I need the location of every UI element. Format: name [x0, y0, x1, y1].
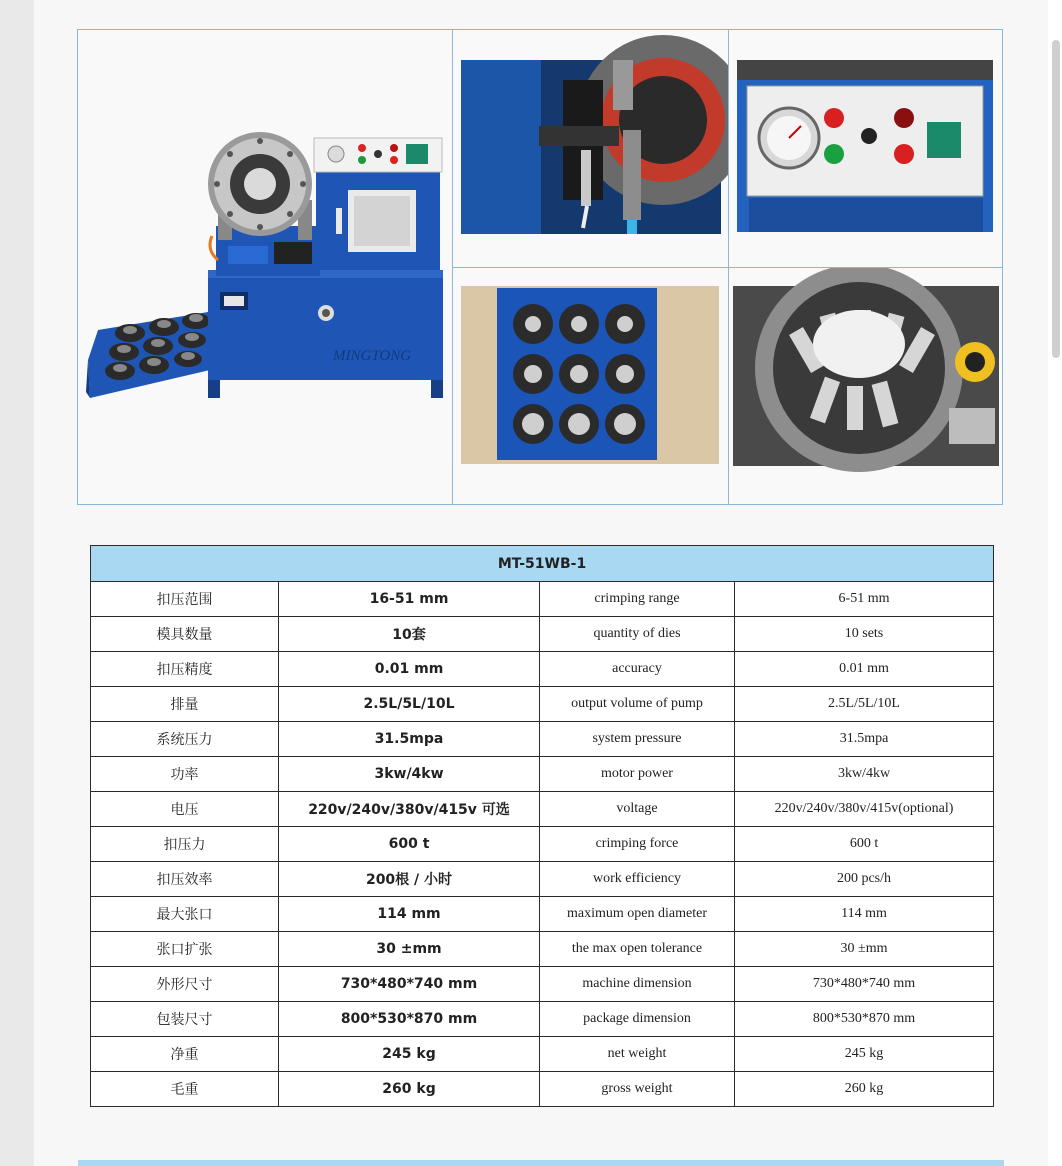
spec-name-en: system pressure: [540, 722, 735, 757]
spec-value-cn: 800*530*870 mm: [279, 1002, 540, 1037]
spec-value-en: 114 mm: [735, 897, 994, 932]
spec-name-cn: 电压: [91, 792, 279, 827]
spec-name-cn: 模具数量: [91, 617, 279, 652]
spec-name-cn: 扣压范围: [91, 582, 279, 617]
spec-value-en: 2.5L/5L/10L: [735, 687, 994, 722]
control-panel-illustration: [729, 30, 1002, 268]
spec-value-en: 31.5mpa: [735, 722, 994, 757]
machine-main-photo: [78, 30, 453, 504]
spec-name-en: output volume of pump: [540, 687, 735, 722]
spec-name-en: net weight: [540, 1037, 735, 1072]
spec-name-cn: 功率: [91, 757, 279, 792]
table-row: [91, 897, 994, 932]
spec-value-cn: 200根 / 小时: [279, 862, 540, 897]
table-row: [91, 1037, 994, 1072]
crimp-head-illustration: [729, 268, 1002, 504]
table-row: [91, 792, 994, 827]
spec-name-cn: 扣压力: [91, 827, 279, 862]
spec-name-en: accuracy: [540, 652, 735, 687]
table-row: [91, 617, 994, 652]
spec-name-en: voltage: [540, 792, 735, 827]
spec-name-cn: 排量: [91, 687, 279, 722]
table-row: [91, 582, 994, 617]
die-set-photo: [453, 268, 729, 504]
spec-name-cn: 扣压精度: [91, 652, 279, 687]
spec-name-en: crimping range: [540, 582, 735, 617]
spec-value-cn: 600 t: [279, 827, 540, 862]
spec-name-cn: 外形尺寸: [91, 967, 279, 1002]
table-row: [91, 967, 994, 1002]
product-photo-grid: [77, 29, 1003, 505]
spec-name-cn: 系统压力: [91, 722, 279, 757]
spec-name-cn: 扣压效率: [91, 862, 279, 897]
spec-value-en: 0.01 mm: [735, 652, 994, 687]
spec-value-cn: 2.5L/5L/10L: [279, 687, 540, 722]
brand-text: MINGTONG: [333, 348, 412, 364]
table-row: [91, 1002, 994, 1037]
spec-value-en: 200 pcs/h: [735, 862, 994, 897]
spec-table-header-row: [91, 546, 994, 582]
spec-name-cn: 毛重: [91, 1072, 279, 1107]
spec-value-cn: 0.01 mm: [279, 652, 540, 687]
scrollbar-track[interactable]: [1048, 0, 1062, 1166]
spec-table: [90, 545, 994, 1107]
table-row: [91, 757, 994, 792]
spec-table-title: MT-51WB-1: [91, 546, 994, 582]
spec-value-cn: 31.5mpa: [279, 722, 540, 757]
spec-value-en: 800*530*870 mm: [735, 1002, 994, 1037]
left-margin: [0, 0, 34, 1166]
spec-value-cn: 16-51 mm: [279, 582, 540, 617]
table-row: [91, 862, 994, 897]
control-panel-photo: [729, 30, 1002, 268]
spec-value-en: 30 ±mm: [735, 932, 994, 967]
spec-value-cn: 220v/240v/380v/415v 可选: [279, 792, 540, 827]
spec-value-cn: 114 mm: [279, 897, 540, 932]
table-row: [91, 827, 994, 862]
spec-value-en: 10 sets: [735, 617, 994, 652]
spec-name-cn: 净重: [91, 1037, 279, 1072]
spec-value-en: 730*480*740 mm: [735, 967, 994, 1002]
spec-value-cn: 730*480*740 mm: [279, 967, 540, 1002]
spec-name-en: machine dimension: [540, 967, 735, 1002]
spec-value-cn: 10套: [279, 617, 540, 652]
table-row: [91, 652, 994, 687]
spec-name-cn: 包装尺寸: [91, 1002, 279, 1037]
spec-name-en: maximum open diameter: [540, 897, 735, 932]
spec-value-en: 245 kg: [735, 1037, 994, 1072]
spec-value-cn: 260 kg: [279, 1072, 540, 1107]
spec-value-cn: 30 ±mm: [279, 932, 540, 967]
table-row: [91, 932, 994, 967]
spec-value-en: 3kw/4kw: [735, 757, 994, 792]
table-row: [91, 722, 994, 757]
sensor-detail-photo: [453, 30, 729, 268]
die-set-illustration: [453, 268, 729, 504]
spec-value-en: 220v/240v/380v/415v(optional): [735, 792, 994, 827]
scrollbar-thumb[interactable]: [1052, 40, 1060, 358]
table-row: [91, 1072, 994, 1107]
spec-name-cn: 最大张口: [91, 897, 279, 932]
spec-value-en: 260 kg: [735, 1072, 994, 1107]
spec-name-en: work efficiency: [540, 862, 735, 897]
spec-name-en: crimping force: [540, 827, 735, 862]
crimp-head-photo: [729, 268, 1002, 504]
next-section-header-strip: [78, 1160, 1004, 1166]
spec-value-cn: 245 kg: [279, 1037, 540, 1072]
spec-name-en: quantity of dies: [540, 617, 735, 652]
spec-name-en: gross weight: [540, 1072, 735, 1107]
table-row: [91, 687, 994, 722]
spec-name-cn: 张口扩张: [91, 932, 279, 967]
spec-table-body: [91, 582, 994, 1107]
spec-name-en: motor power: [540, 757, 735, 792]
spec-value-en: 6-51 mm: [735, 582, 994, 617]
sensor-closeup-illustration: [453, 30, 729, 268]
crimping-machine-illustration: [78, 30, 453, 504]
spec-value-cn: 3kw/4kw: [279, 757, 540, 792]
spec-name-en: the max open tolerance: [540, 932, 735, 967]
spec-value-en: 600 t: [735, 827, 994, 862]
spec-name-en: package dimension: [540, 1002, 735, 1037]
